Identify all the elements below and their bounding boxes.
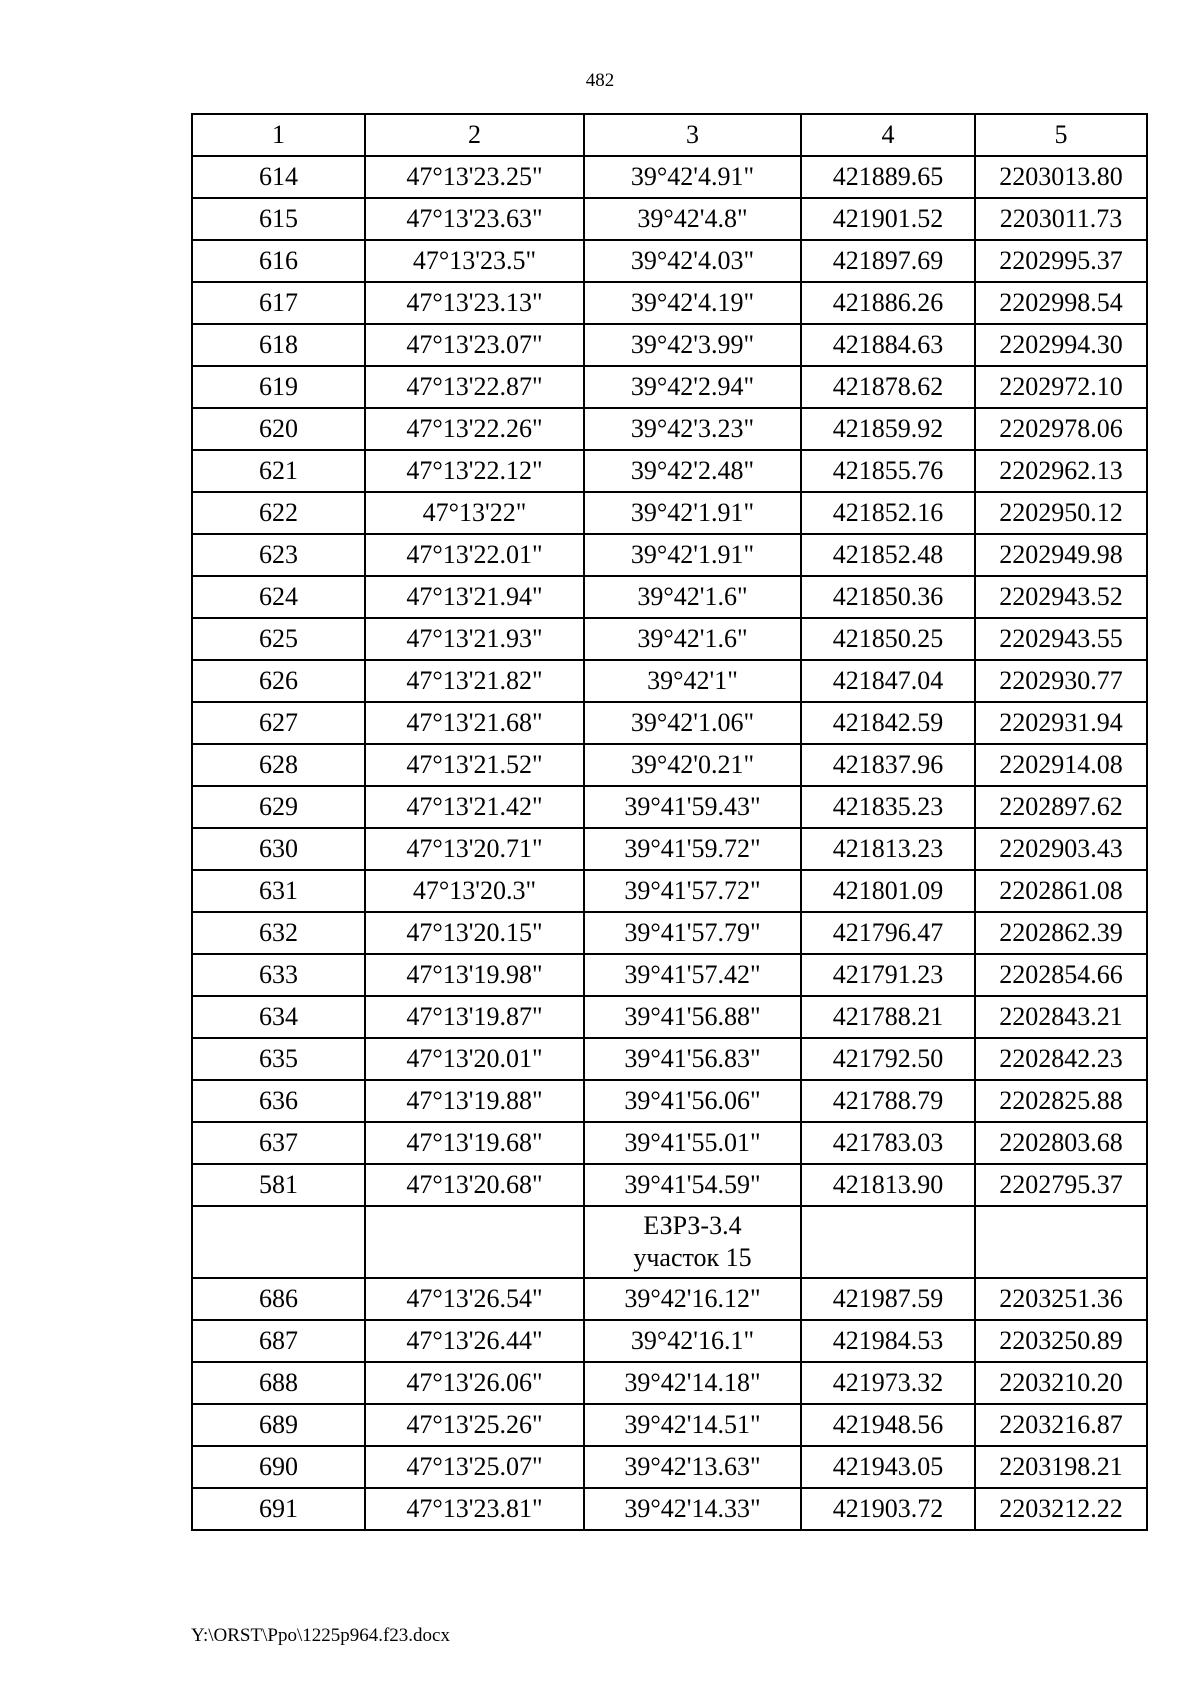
table-cell: 39°42'1" xyxy=(584,660,801,702)
section-heading-line: участок 15 xyxy=(633,1243,752,1272)
table-cell: 39°41'57.72" xyxy=(584,870,801,912)
table-cell: 621 xyxy=(192,450,365,492)
table-cell: 39°42'1.91" xyxy=(584,534,801,576)
table-row xyxy=(192,996,1147,1038)
table-cell: 421792.50 xyxy=(801,1038,975,1080)
table-cell: 39°41'59.72" xyxy=(584,828,801,870)
table-cell: 421835.23 xyxy=(801,786,975,828)
table-cell: 2202998.54 xyxy=(975,282,1147,324)
table-cell: 39°42'4.03" xyxy=(584,240,801,282)
table-cell: 2202825.88 xyxy=(975,1080,1147,1122)
table-cell: 47°13'19.87" xyxy=(365,996,584,1038)
table-cell: 47°13'21.93" xyxy=(365,618,584,660)
table-cell: 618 xyxy=(192,324,365,366)
table-cell: 47°13'20.71" xyxy=(365,828,584,870)
table-cell: 629 xyxy=(192,786,365,828)
table-cell: 421796.47 xyxy=(801,912,975,954)
table-cell: 39°41'56.06" xyxy=(584,1080,801,1122)
table-cell: 421850.25 xyxy=(801,618,975,660)
table-cell: 631 xyxy=(192,870,365,912)
table-cell: 686 xyxy=(192,1278,365,1320)
table-row xyxy=(192,912,1147,954)
table-cell: 47°13'22" xyxy=(365,492,584,534)
table-cell: 39°41'56.88" xyxy=(584,996,801,1038)
table-cell: 2202978.06 xyxy=(975,408,1147,450)
column-header: 5 xyxy=(975,114,1147,156)
table-cell: 39°41'59.43" xyxy=(584,786,801,828)
table-header-row xyxy=(192,114,1147,156)
table-cell: 47°13'19.88" xyxy=(365,1080,584,1122)
table-cell: 39°42'0.21" xyxy=(584,744,801,786)
table-row xyxy=(192,156,1147,198)
table-row xyxy=(192,576,1147,618)
table-cell: 625 xyxy=(192,618,365,660)
table-row xyxy=(192,282,1147,324)
table-cell: 637 xyxy=(192,1122,365,1164)
table-cell: 421886.26 xyxy=(801,282,975,324)
table-cell: 2202861.08 xyxy=(975,870,1147,912)
table-cell: 615 xyxy=(192,198,365,240)
table-cell: 47°13'20.68" xyxy=(365,1164,584,1206)
table-cell: 2202842.23 xyxy=(975,1038,1147,1080)
table-row xyxy=(192,240,1147,282)
table-cell: 421850.36 xyxy=(801,576,975,618)
table-row xyxy=(192,618,1147,660)
table-body xyxy=(192,156,1147,1530)
table-cell: 39°42'2.94" xyxy=(584,366,801,408)
table-row xyxy=(192,870,1147,912)
table-cell: 2202943.55 xyxy=(975,618,1147,660)
table-cell: 39°41'56.83" xyxy=(584,1038,801,1080)
table-cell: 47°13'21.42" xyxy=(365,786,584,828)
table-cell: 47°13'26.44" xyxy=(365,1320,584,1362)
table-cell: 2202795.37 xyxy=(975,1164,1147,1206)
empty-cell xyxy=(801,1206,975,1278)
table-cell: 421943.05 xyxy=(801,1446,975,1488)
table-row xyxy=(192,786,1147,828)
table-cell: 421903.72 xyxy=(801,1488,975,1530)
table-cell: 39°41'55.01" xyxy=(584,1122,801,1164)
table-row xyxy=(192,1320,1147,1362)
table-cell: 47°13'25.26" xyxy=(365,1404,584,1446)
table-cell: 2202843.21 xyxy=(975,996,1147,1038)
table-cell: 2202931.94 xyxy=(975,702,1147,744)
table-cell: 2202930.77 xyxy=(975,660,1147,702)
table-cell: 421813.23 xyxy=(801,828,975,870)
table-cell: 619 xyxy=(192,366,365,408)
table-cell: 39°42'16.12" xyxy=(584,1278,801,1320)
table-cell: 636 xyxy=(192,1080,365,1122)
table-cell: 2202897.62 xyxy=(975,786,1147,828)
table-row xyxy=(192,408,1147,450)
table-cell: 628 xyxy=(192,744,365,786)
table-cell: 2203250.89 xyxy=(975,1320,1147,1362)
table-cell: 421889.65 xyxy=(801,156,975,198)
table-cell: 623 xyxy=(192,534,365,576)
table-cell: 2203210.20 xyxy=(975,1362,1147,1404)
table-cell: 421852.48 xyxy=(801,534,975,576)
table-row xyxy=(192,1488,1147,1530)
table-cell: 687 xyxy=(192,1320,365,1362)
section-heading-cell xyxy=(584,1206,801,1278)
table-cell: 635 xyxy=(192,1038,365,1080)
table-cell: 2202943.52 xyxy=(975,576,1147,618)
column-header: 3 xyxy=(584,114,801,156)
table-cell: 2202914.08 xyxy=(975,744,1147,786)
empty-cell xyxy=(192,1206,365,1278)
table-cell: 421837.96 xyxy=(801,744,975,786)
table-cell: 421813.90 xyxy=(801,1164,975,1206)
table-cell: 614 xyxy=(192,156,365,198)
table-cell: 47°13'20.3" xyxy=(365,870,584,912)
section-heading-row xyxy=(192,1206,1147,1278)
table-cell: 2202949.98 xyxy=(975,534,1147,576)
table-cell: 39°42'1.91" xyxy=(584,492,801,534)
table-cell: 39°42'3.23" xyxy=(584,408,801,450)
table-cell: 2202994.30 xyxy=(975,324,1147,366)
table-cell: 47°13'22.12" xyxy=(365,450,584,492)
table-row xyxy=(192,1362,1147,1404)
table-row xyxy=(192,1446,1147,1488)
table-cell: 47°13'23.07" xyxy=(365,324,584,366)
table-cell: 688 xyxy=(192,1362,365,1404)
table-cell: 421897.69 xyxy=(801,240,975,282)
table-cell: 2202962.13 xyxy=(975,450,1147,492)
table-cell: 47°13'22.01" xyxy=(365,534,584,576)
table-cell: 691 xyxy=(192,1488,365,1530)
table-cell: 421987.59 xyxy=(801,1278,975,1320)
table-cell: 634 xyxy=(192,996,365,1038)
table-row xyxy=(192,702,1147,744)
table-cell: 689 xyxy=(192,1404,365,1446)
table-cell: 2203251.36 xyxy=(975,1278,1147,1320)
table-cell: 622 xyxy=(192,492,365,534)
table-row xyxy=(192,828,1147,870)
table-cell: 47°13'25.07" xyxy=(365,1446,584,1488)
table-cell: 2202972.10 xyxy=(975,366,1147,408)
table-row xyxy=(192,198,1147,240)
table-row xyxy=(192,534,1147,576)
table-cell: 2203212.22 xyxy=(975,1488,1147,1530)
table-row xyxy=(192,954,1147,996)
table-cell: 2203013.80 xyxy=(975,156,1147,198)
table-cell: 47°13'19.98" xyxy=(365,954,584,996)
table-cell: 2202995.37 xyxy=(975,240,1147,282)
table-cell: 47°13'26.54" xyxy=(365,1278,584,1320)
table-cell: 421859.92 xyxy=(801,408,975,450)
table-cell: 47°13'20.15" xyxy=(365,912,584,954)
table-cell: 39°42'1.06" xyxy=(584,702,801,744)
table-cell: 616 xyxy=(192,240,365,282)
table-cell: 633 xyxy=(192,954,365,996)
table-cell: 47°13'21.52" xyxy=(365,744,584,786)
section-heading-line: ЕЗРЗ-3.4 xyxy=(643,1211,742,1240)
table-cell: 39°42'16.1" xyxy=(584,1320,801,1362)
table-row xyxy=(192,1038,1147,1080)
table-cell: 421801.09 xyxy=(801,870,975,912)
table-cell: 39°42'3.99" xyxy=(584,324,801,366)
table-cell: 581 xyxy=(192,1164,365,1206)
table-cell: 47°13'21.68" xyxy=(365,702,584,744)
table-cell: 39°42'14.51" xyxy=(584,1404,801,1446)
page-number: 482 xyxy=(585,70,615,91)
table-cell: 2202803.68 xyxy=(975,1122,1147,1164)
table-cell: 47°13'21.94" xyxy=(365,576,584,618)
table-cell: 690 xyxy=(192,1446,365,1488)
table-cell: 47°13'21.82" xyxy=(365,660,584,702)
table-cell: 2203011.73 xyxy=(975,198,1147,240)
table-cell: 2202854.66 xyxy=(975,954,1147,996)
table-cell: 47°13'23.25" xyxy=(365,156,584,198)
table-cell: 2203198.21 xyxy=(975,1446,1147,1488)
table-cell: 39°42'1.6" xyxy=(584,576,801,618)
table-cell: 39°42'4.8" xyxy=(584,198,801,240)
table-cell: 39°42'4.19" xyxy=(584,282,801,324)
table-cell: 421791.23 xyxy=(801,954,975,996)
column-header: 1 xyxy=(192,114,365,156)
table-cell: 2202903.43 xyxy=(975,828,1147,870)
table-row xyxy=(192,324,1147,366)
empty-cell xyxy=(975,1206,1147,1278)
table-cell: 421878.62 xyxy=(801,366,975,408)
table-cell: 617 xyxy=(192,282,365,324)
table-cell: 2202862.39 xyxy=(975,912,1147,954)
table-cell: 421788.21 xyxy=(801,996,975,1038)
table-row xyxy=(192,660,1147,702)
table-cell: 39°42'2.48" xyxy=(584,450,801,492)
table-cell: 39°42'1.6" xyxy=(584,618,801,660)
table-cell: 47°13'23.5" xyxy=(365,240,584,282)
column-header: 4 xyxy=(801,114,975,156)
table-cell: 2203216.87 xyxy=(975,1404,1147,1446)
table-cell: 620 xyxy=(192,408,365,450)
table-cell: 47°13'23.81" xyxy=(365,1488,584,1530)
table-cell: 39°42'4.91" xyxy=(584,156,801,198)
coordinates-table xyxy=(191,113,1148,1531)
table-row xyxy=(192,1122,1147,1164)
table-cell: 421901.52 xyxy=(801,198,975,240)
table-cell: 47°13'22.26" xyxy=(365,408,584,450)
table-cell: 47°13'23.13" xyxy=(365,282,584,324)
table-cell: 624 xyxy=(192,576,365,618)
table-cell: 421984.53 xyxy=(801,1320,975,1362)
table-cell: 39°42'13.63" xyxy=(584,1446,801,1488)
table-row xyxy=(192,1164,1147,1206)
table-cell: 47°13'22.87" xyxy=(365,366,584,408)
table-cell: 627 xyxy=(192,702,365,744)
table-cell: 39°41'57.79" xyxy=(584,912,801,954)
table-cell: 39°42'14.33" xyxy=(584,1488,801,1530)
table-cell: 630 xyxy=(192,828,365,870)
table-cell: 421783.03 xyxy=(801,1122,975,1164)
table-cell: 39°41'54.59" xyxy=(584,1164,801,1206)
table-cell: 421884.63 xyxy=(801,324,975,366)
table-cell: 421973.32 xyxy=(801,1362,975,1404)
table-cell: 632 xyxy=(192,912,365,954)
table-cell: 47°13'23.63" xyxy=(365,198,584,240)
table-cell: 2202950.12 xyxy=(975,492,1147,534)
table-cell: 39°42'14.18" xyxy=(584,1362,801,1404)
table-row xyxy=(192,1080,1147,1122)
table-cell: 421788.79 xyxy=(801,1080,975,1122)
table-cell: 421847.04 xyxy=(801,660,975,702)
empty-cell xyxy=(365,1206,584,1278)
table-cell: 421855.76 xyxy=(801,450,975,492)
table-cell: 421852.16 xyxy=(801,492,975,534)
table-cell: 421842.59 xyxy=(801,702,975,744)
table-cell: 39°41'57.42" xyxy=(584,954,801,996)
table-row xyxy=(192,492,1147,534)
table-row xyxy=(192,1404,1147,1446)
file-path-footer: Y:\ORST\Ppo\1225p964.f23.docx xyxy=(191,1625,450,1646)
table-cell: 47°13'26.06" xyxy=(365,1362,584,1404)
table-cell: 47°13'20.01" xyxy=(365,1038,584,1080)
table-row xyxy=(192,744,1147,786)
table-cell: 47°13'19.68" xyxy=(365,1122,584,1164)
table-row xyxy=(192,450,1147,492)
table-row xyxy=(192,366,1147,408)
table-cell: 626 xyxy=(192,660,365,702)
table-cell: 421948.56 xyxy=(801,1404,975,1446)
column-header: 2 xyxy=(365,114,584,156)
table-row xyxy=(192,1278,1147,1320)
